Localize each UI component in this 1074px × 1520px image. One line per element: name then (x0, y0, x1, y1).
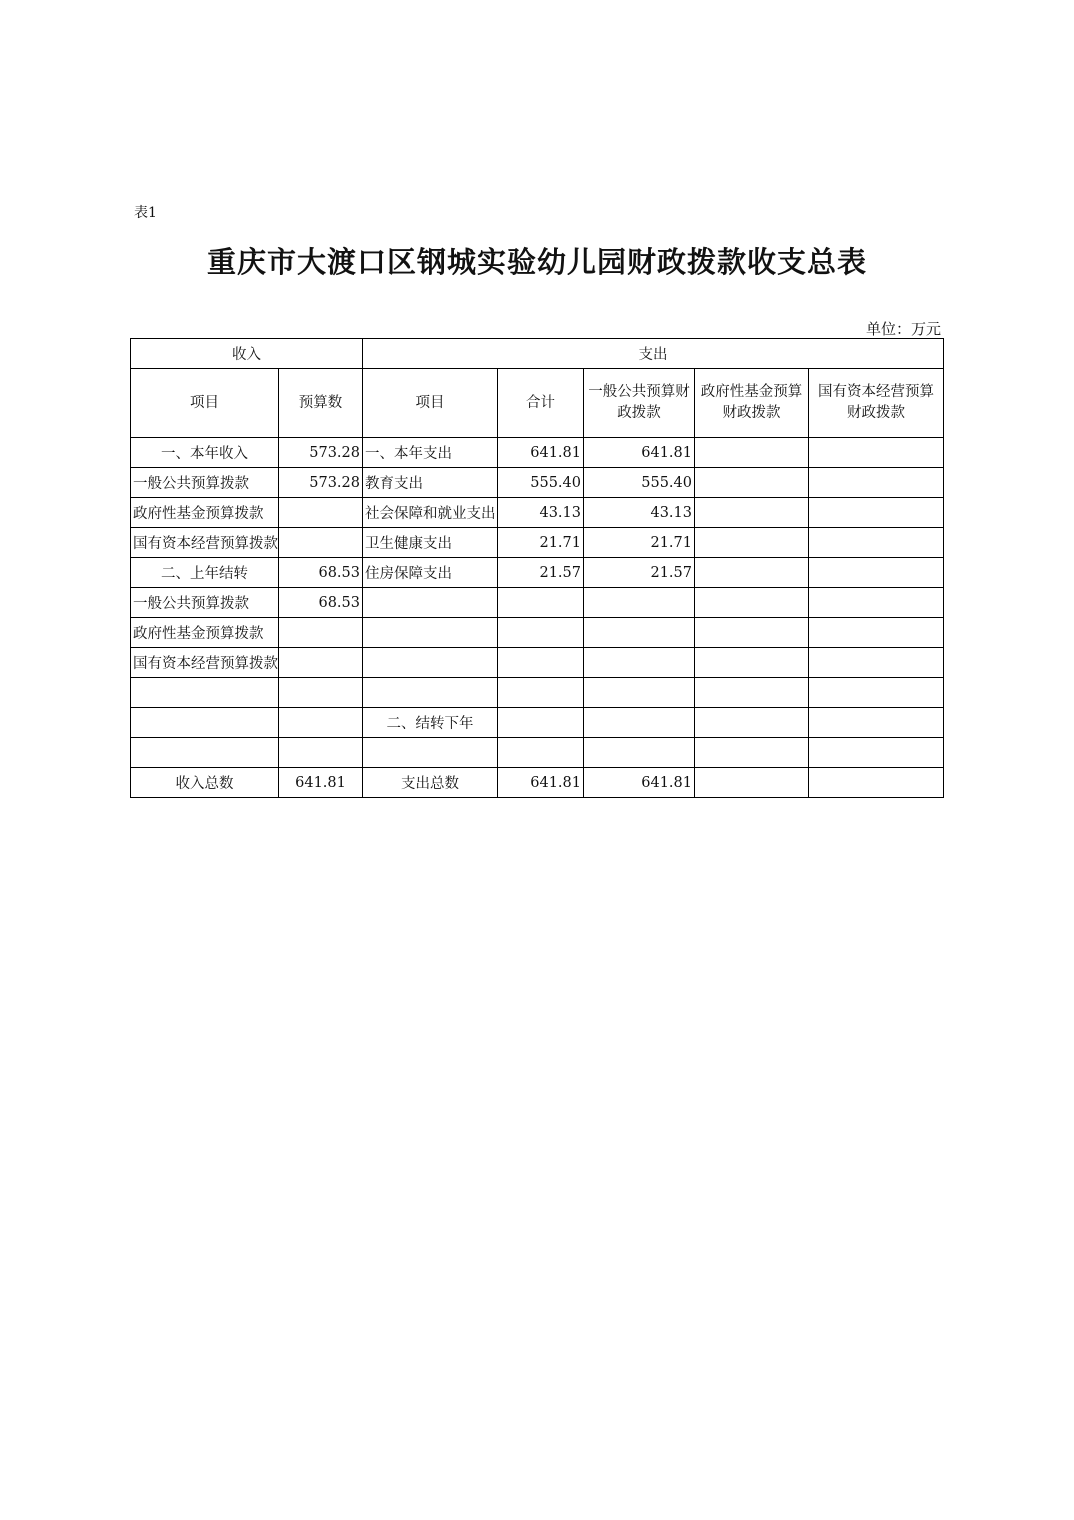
expense-total-label: 支出总数 (363, 768, 498, 798)
cell-income-budget: 68.53 (279, 558, 363, 588)
cell-gov-fund (695, 708, 809, 738)
table-row (131, 648, 944, 678)
table-row (131, 708, 944, 738)
cell-general-public: 21.71 (584, 528, 695, 558)
cell-state-capital (809, 678, 944, 708)
expense-total-value: 641.81 (498, 768, 584, 798)
column-header-gov-fund: 政府性基金预算财政拨款 (695, 369, 809, 438)
cell-expense-item: 卫生健康支出 (363, 528, 498, 558)
cell-income-item: 国有资本经营预算拨款 (131, 648, 279, 678)
cell-total: 21.71 (498, 528, 584, 558)
cell-income-budget (279, 738, 363, 768)
column-header-income-item: 项目 (131, 369, 279, 438)
cell-gov-fund (695, 588, 809, 618)
cell-general-public (584, 588, 695, 618)
finance-table (130, 338, 944, 798)
cell-total (498, 738, 584, 768)
cell-income-budget (279, 498, 363, 528)
gov-fund-total-value (695, 768, 809, 798)
income-total-value: 641.81 (279, 768, 363, 798)
cell-state-capital (809, 588, 944, 618)
cell-expense-item: 教育支出 (363, 468, 498, 498)
cell-state-capital (809, 618, 944, 648)
cell-state-capital (809, 708, 944, 738)
cell-total: 43.13 (498, 498, 584, 528)
cell-income-budget: 573.28 (279, 438, 363, 468)
table-row (131, 498, 944, 528)
cell-gov-fund (695, 738, 809, 768)
table-row (131, 468, 944, 498)
header-row-columns (131, 369, 944, 438)
cell-income-budget (279, 528, 363, 558)
cell-expense-item (363, 618, 498, 648)
table-row (131, 558, 944, 588)
cell-income-budget (279, 708, 363, 738)
unit-label: 单位：万元 (865, 320, 941, 338)
income-header: 收入 (131, 339, 363, 369)
cell-expense-item: 二、结转下年 (363, 708, 498, 738)
cell-total (498, 648, 584, 678)
table-row (131, 438, 944, 468)
cell-total: 21.57 (498, 558, 584, 588)
cell-expense-item (363, 678, 498, 708)
cell-gov-fund (695, 678, 809, 708)
cell-income-item (131, 738, 279, 768)
cell-expense-item (363, 588, 498, 618)
cell-income-budget: 573.28 (279, 468, 363, 498)
cell-general-public (584, 678, 695, 708)
expense-header: 支出 (363, 339, 944, 369)
cell-state-capital (809, 558, 944, 588)
cell-total (498, 678, 584, 708)
cell-income-item: 一、本年收入 (131, 438, 279, 468)
column-header-income-budget: 预算数 (279, 369, 363, 438)
cell-total (498, 588, 584, 618)
table-row (131, 618, 944, 648)
cell-general-public: 555.40 (584, 468, 695, 498)
cell-income-budget (279, 648, 363, 678)
table-row-total (131, 768, 944, 798)
cell-state-capital (809, 468, 944, 498)
cell-income-item (131, 708, 279, 738)
cell-general-public: 641.81 (584, 438, 695, 468)
cell-gov-fund (695, 648, 809, 678)
cell-general-public (584, 738, 695, 768)
table-row (131, 738, 944, 768)
cell-general-public (584, 708, 695, 738)
cell-income-item: 政府性基金预算拨款 (131, 498, 279, 528)
cell-expense-item (363, 648, 498, 678)
page-title: 重庆市大渡口区钢城实验幼儿园财政拨款收支总表 (206, 245, 867, 279)
cell-income-item: 国有资本经营预算拨款 (131, 528, 279, 558)
cell-state-capital (809, 498, 944, 528)
cell-income-item: 一般公共预算拨款 (131, 468, 279, 498)
table-row (131, 588, 944, 618)
column-header-total: 合计 (498, 369, 584, 438)
table-label: 表1 (134, 205, 157, 221)
column-header-general-public: 一般公共预算财政拨款 (584, 369, 695, 438)
cell-expense-item (363, 738, 498, 768)
cell-general-public (584, 618, 695, 648)
state-capital-total-value (809, 768, 944, 798)
cell-income-budget: 68.53 (279, 588, 363, 618)
cell-income-item: 二、上年结转 (131, 558, 279, 588)
table-body (131, 339, 944, 798)
column-header-state-capital: 国有资本经营预算财政拨款 (809, 369, 944, 438)
cell-gov-fund (695, 558, 809, 588)
cell-expense-item: 住房保障支出 (363, 558, 498, 588)
cell-state-capital (809, 438, 944, 468)
cell-gov-fund (695, 618, 809, 648)
cell-income-item: 一般公共预算拨款 (131, 588, 279, 618)
column-header-expense-item: 项目 (363, 369, 498, 438)
cell-expense-item: 社会保障和就业支出 (363, 498, 498, 528)
cell-state-capital (809, 528, 944, 558)
header-row-top (131, 339, 944, 369)
cell-gov-fund (695, 438, 809, 468)
income-total-label: 收入总数 (131, 768, 279, 798)
cell-state-capital (809, 648, 944, 678)
general-public-total-value: 641.81 (584, 768, 695, 798)
cell-gov-fund (695, 468, 809, 498)
cell-gov-fund (695, 528, 809, 558)
cell-total (498, 708, 584, 738)
cell-general-public: 43.13 (584, 498, 695, 528)
cell-state-capital (809, 738, 944, 768)
cell-income-budget (279, 678, 363, 708)
cell-general-public (584, 648, 695, 678)
cell-expense-item: 一、本年支出 (363, 438, 498, 468)
cell-income-item: 政府性基金预算拨款 (131, 618, 279, 648)
cell-total (498, 618, 584, 648)
table-row (131, 528, 944, 558)
cell-gov-fund (695, 498, 809, 528)
cell-income-item (131, 678, 279, 708)
cell-general-public: 21.57 (584, 558, 695, 588)
cell-income-budget (279, 618, 363, 648)
cell-total: 555.40 (498, 468, 584, 498)
table-row (131, 678, 944, 708)
cell-total: 641.81 (498, 438, 584, 468)
